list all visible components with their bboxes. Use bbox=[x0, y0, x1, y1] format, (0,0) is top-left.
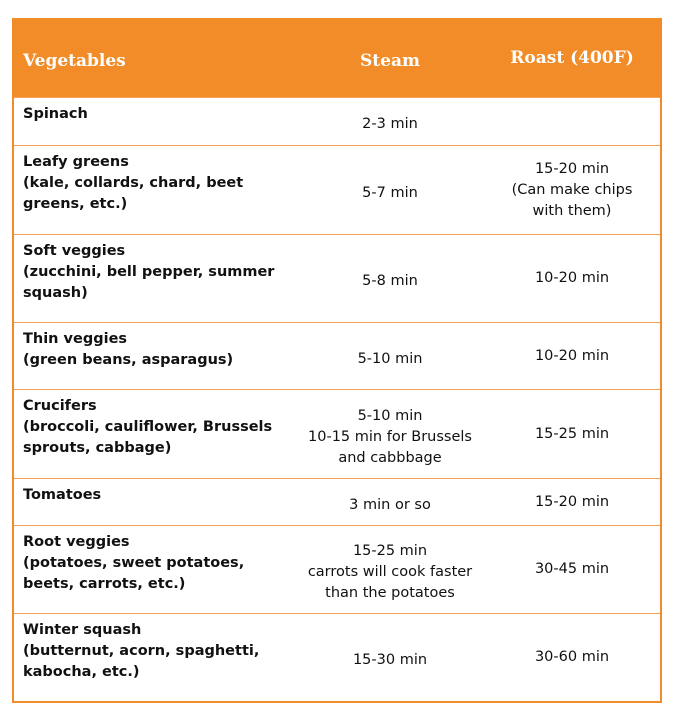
vegetable-name: Tomatoes bbox=[23, 487, 102, 503]
roast-time: 10-20 min bbox=[534, 347, 610, 364]
vegetable-name: Root veggies bbox=[23, 534, 130, 550]
table-row bbox=[14, 613, 660, 701]
roast-time: 15-20 min (Can make chips with them) bbox=[511, 160, 633, 219]
vegetable-examples: (butternut, acorn, spaghetti, kabocha, etc.) bbox=[23, 643, 260, 680]
table-row bbox=[14, 97, 660, 145]
header-steam: Steam bbox=[360, 51, 420, 71]
table-row bbox=[14, 145, 660, 234]
vegetable-name: Winter squash bbox=[23, 622, 142, 638]
vegetable-cell bbox=[14, 323, 296, 389]
table-row bbox=[14, 478, 660, 525]
steam-time: 2-3 min bbox=[362, 116, 418, 132]
vegetable-examples: (broccoli, cauliflower, Brussels sprouts, cabbage) bbox=[23, 419, 273, 456]
table-row bbox=[14, 525, 660, 613]
vegetable-examples: (kale, collards, chard, beet greens, etc.) bbox=[23, 175, 244, 212]
steam-time: 15-25 min carrots will cook faster than the potatoes bbox=[307, 543, 473, 601]
steam-time: 3 min or so bbox=[349, 496, 431, 513]
vegetable-name: Crucifers bbox=[23, 398, 97, 414]
roast-time bbox=[484, 98, 660, 145]
roast-time: 10-20 min bbox=[534, 270, 610, 286]
vegetable-cell bbox=[14, 614, 296, 701]
roast-time: 15-25 min bbox=[534, 425, 610, 442]
roast-time: 30-60 min bbox=[534, 649, 610, 665]
vegetable-examples: (potatoes, sweet potatoes, beets, carrots, etc.) bbox=[23, 555, 245, 592]
steam-time: 5-10 min bbox=[357, 350, 423, 367]
vegetable-name: Thin veggies bbox=[23, 331, 128, 347]
vegetable-cell bbox=[14, 390, 296, 478]
header-roast: Roast (400F) bbox=[510, 48, 634, 68]
table-header bbox=[14, 20, 660, 97]
table-row bbox=[14, 234, 660, 322]
table-row bbox=[14, 389, 660, 478]
vegetable-name: Soft veggies bbox=[23, 243, 126, 259]
vegetable-name: Spinach bbox=[23, 106, 88, 122]
header-vegetables: Vegetables bbox=[23, 51, 126, 71]
vegetable-cell bbox=[14, 146, 296, 234]
steam-time: 5-8 min bbox=[362, 273, 418, 289]
vegetable-cell bbox=[14, 98, 296, 145]
vegetable-cell bbox=[14, 526, 296, 613]
vegetable-name: Leafy greens bbox=[23, 154, 129, 170]
vegetable-examples: (zucchini, bell pepper, summer squash) bbox=[23, 264, 275, 301]
steam-time: 5-10 min 10-15 min for Brussels and cabbbage bbox=[308, 407, 472, 466]
steam-time: 15-30 min bbox=[352, 652, 428, 668]
steam-time: 5-7 min bbox=[362, 184, 418, 201]
vegetable-cell bbox=[14, 479, 296, 525]
cooking-times-table bbox=[12, 18, 662, 703]
vegetable-cell bbox=[14, 235, 296, 322]
roast-time: 30-45 min bbox=[534, 561, 610, 577]
roast-time: 15-20 min bbox=[534, 493, 610, 510]
table-row bbox=[14, 322, 660, 389]
vegetable-examples: (green beans, asparagus) bbox=[23, 352, 234, 368]
